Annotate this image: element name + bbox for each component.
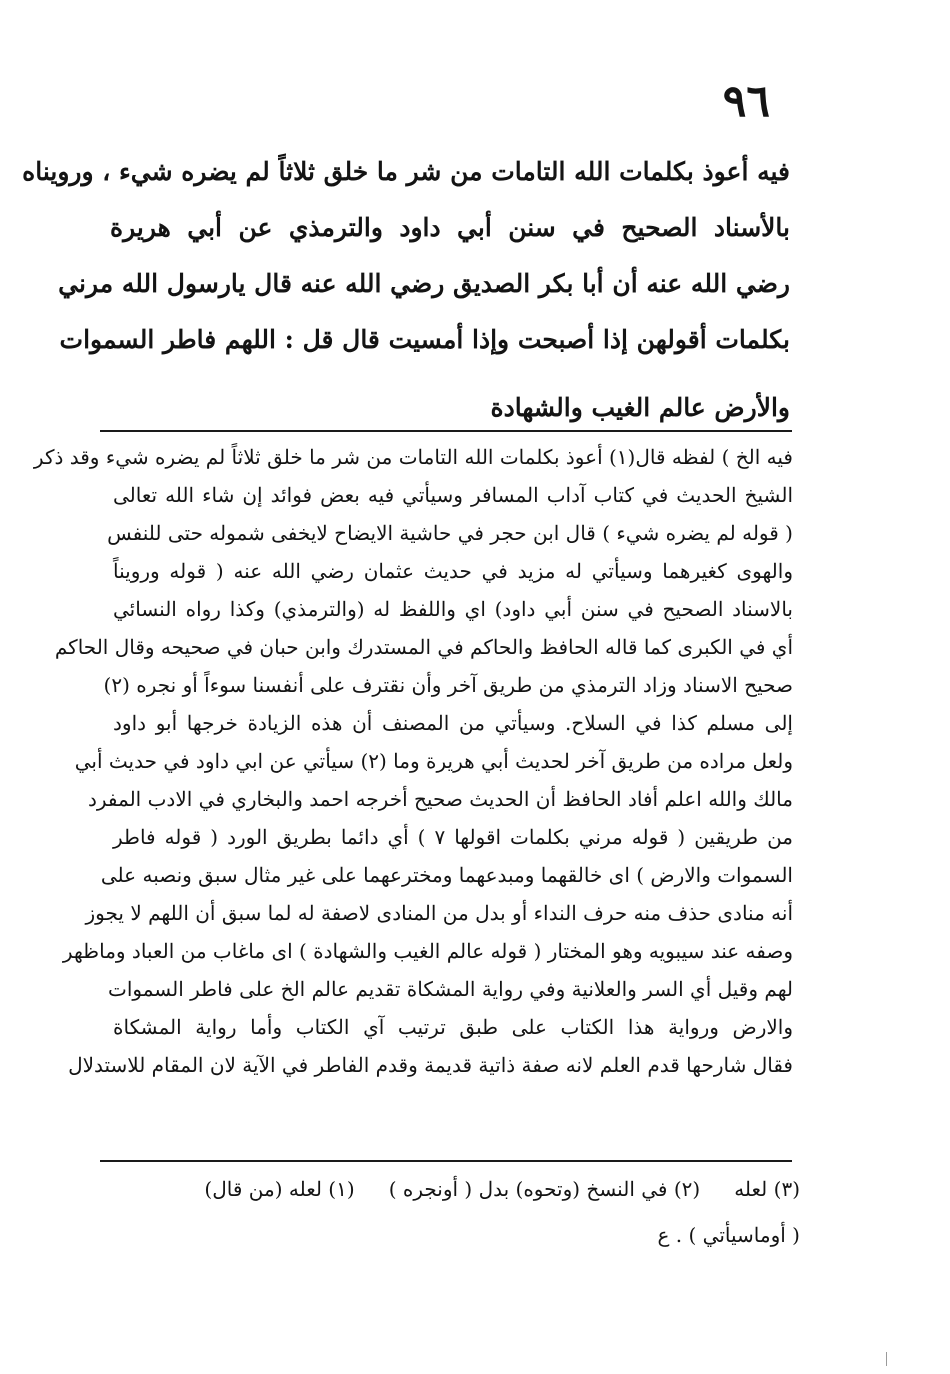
commentary-line: بالاسناد الصحيح في سنن أبي داود) اي واللفظ له (والترمذي) وكذا رواه النسائي xyxy=(113,597,793,621)
commentary-line: والارض ورواية هذا الكتاب على طبق ترتيب آي الكتاب وأما رواية المشكاة xyxy=(113,1015,793,1039)
commentary-line: الشيخ الحديث في كتاب آداب المسافر وسيأتي فيه بعض فوائد إن شاء الله تعالى xyxy=(113,483,793,507)
commentary-line: فيه الخ ) لفظه قال(١) أعوذ بكلمات الله التامات من شر ما خلق ثلاثاً لم يضره شيء وقد ذكر xyxy=(33,445,793,469)
commentary-line: مالك والله اعلم أفاد الحافظ أن الحديث صحيح أخرجه احمد والبخاري في الادب المفرد xyxy=(87,787,793,811)
commentary-line: والهوى كغيرهما وسيأتي له مزيد في حديث عثمان رضي الله عنه ( قوله ورويناً xyxy=(113,559,793,583)
main-text-line: بكلمات أقولهن إذا أصبحت وإذا أمسيت قال قل : اللهم فاطر السموات xyxy=(59,325,790,354)
main-text-line: رضي الله عنه أن أبا بكر الصديق رضي الله عنه قال يارسول الله مرني xyxy=(58,269,790,298)
footnote-line xyxy=(120,1172,800,1206)
commentary-divider xyxy=(100,430,792,432)
main-text-line: فيه أعوذ بكلمات الله التامات من شر ما خلق ثلاثاً لم يضره شيء ، ورويناه xyxy=(22,157,790,186)
margin-mark xyxy=(886,1352,887,1366)
commentary-line: السموات والارض ) اى خالقهما ومبدعهما ومخترعهما على غير مثال سبق ونصبه على xyxy=(100,863,793,887)
footnote-3: (٣) لعله xyxy=(734,1177,800,1201)
footnote-1: (١) لعله (من قال) xyxy=(204,1177,355,1201)
commentary-line: فقال شارحها قدم العلم لانه صفة ذاتية قديمة وقدم الفاطر في الآية لان المقام للاستدلال xyxy=(68,1053,793,1077)
main-text-line: والأرض عالم الغيب والشهادة xyxy=(490,393,790,422)
commentary-line: أي في الكبرى كما قاله الحافظ والحاكم في المستدرك وابن حبان في صحيحه وقال الحاكم xyxy=(54,635,793,659)
main-text-line: بالأسناد الصحيح في سنن أبي داود والترمذي عن أبي هريرة xyxy=(110,213,790,242)
commentary-line: لهم وقيل أي السر والعلانية وفي رواية المشكاة تقديم عالم الخ على فاطر السموات xyxy=(108,977,793,1001)
page-number: ٩٦ xyxy=(722,76,770,127)
footnote-line: ( أوماسيأتي ) . ع xyxy=(657,1223,800,1247)
footnote-2: (٢) في النسخ (وتحوه) بدل ( أونجره ) xyxy=(388,1177,701,1201)
commentary-line: ولعل مراده من طريق آخر لحديث أبي هريرة وما (٢) سيأتي عن ابي داود في حديث أبي xyxy=(74,749,793,773)
commentary-line: ( قوله لم يضره شيء ) قال ابن حجر في حاشية الايضاح لايخفى شموله حتى للنفس xyxy=(107,521,793,545)
commentary-line: أنه منادى حذف منه حرف النداء أو بدل من المنادى لاصفة له لما سبق أن اللهم لا يجوز xyxy=(85,901,793,925)
commentary-line: وصفه عند سيبويه وهو المختار ( قوله عالم الغيب والشهادة ) اى ماغاب من العباد وماظهر xyxy=(62,939,793,963)
commentary-line: من طريقين ( قوله مرني بكلمات اقولها ٧ ) أي دائما بطريق الورد ( قوله فاطر xyxy=(113,825,794,849)
commentary-line: إلى مسلم كذا في السلاح. وسيأتي من المصنف أن هذه الزيادة خرجها أبو داود xyxy=(113,711,793,735)
commentary-line: صحيح الاسناد وزاد الترمذي من طريق آخر وأن نقترف على أنفسنا سوءاً أو نجره (٢) xyxy=(103,673,793,697)
notes-divider xyxy=(100,1160,792,1162)
